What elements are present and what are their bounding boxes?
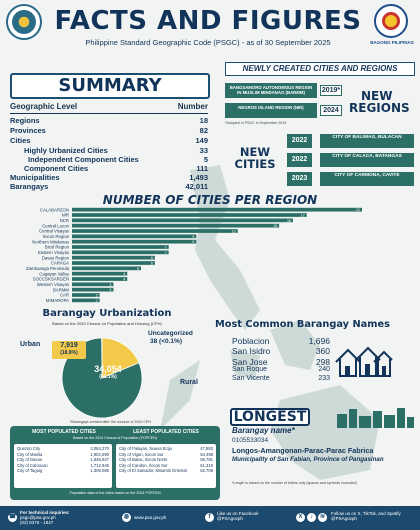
bar-value: 4: [123, 277, 126, 282]
bar-value: 3: [109, 288, 112, 293]
bar: [72, 282, 113, 286]
table-row: City of Caloocan 1,712,945: [17, 462, 109, 468]
footer-social-handle[interactable]: @PSAgovph: [331, 516, 357, 521]
spotify-icon: ≋: [319, 514, 326, 520]
bar: [72, 266, 141, 270]
longest-subtitle: Barangay name*: [232, 426, 295, 435]
new-regions-label: NEW REGIONS: [349, 89, 410, 115]
common-name-row: San Isidro 360: [232, 346, 330, 356]
footer-facebook-handle[interactable]: @PSAgovph: [217, 516, 243, 521]
x-icon: X: [296, 513, 305, 522]
urban-label: Urban: [20, 341, 41, 348]
longest-name: Longos-Amangonan-Parac-Parac Fabrica: [232, 446, 374, 455]
region-item-barmm: BANGSAMORO AUTONOMOUS REGION IN MUSLIM MINDANAO (BARMM): [225, 83, 317, 98]
summary-row-barangays: Barangays 42,011: [10, 182, 208, 191]
region-year-nir: 2024: [320, 105, 342, 116]
bar-label: Ilocos Region: [42, 233, 69, 239]
bar-label: Eastern Visayas: [38, 249, 69, 255]
bar: [72, 250, 169, 254]
common-name-row: Poblacion 1,696: [232, 336, 330, 346]
summary-row-cities: Cities 149: [10, 136, 208, 145]
bar-label: Zamboanga Peninsula: [26, 265, 69, 271]
bar-value: 15: [273, 224, 278, 229]
table-row: City of Candon, Ilocos Sur 61,315: [119, 462, 213, 468]
bar-label: Central Luzon: [42, 223, 69, 229]
bar-label: Cagayan Valley: [39, 271, 69, 277]
summary-row-regions: Regions 18: [10, 116, 208, 125]
urbanization-title: Barangay Urbanization: [42, 308, 172, 319]
bar: [72, 240, 196, 244]
cities-per-region-chart: [10, 207, 410, 303]
bar-label: Central Visayas: [38, 228, 69, 234]
page-subtitle: Philippine Standard Geographic Code (PSGC) - as of 30 September 2025: [85, 38, 331, 47]
population-footnote: Population data of the cities based on the 2024 POPCEN: [69, 491, 161, 495]
bar-value: 2: [95, 293, 98, 298]
footer-inquiry-label: For technical inquiries:: [20, 510, 70, 515]
uncategorized-label: Uncategorized: [148, 330, 193, 337]
bar-label: SOCCSKSARGEN: [32, 276, 69, 282]
bagong-pilipinas-logo: [374, 4, 408, 38]
bar: [72, 224, 279, 228]
city-name-calaca: CITY OF CALACA, BATANGAS: [320, 153, 414, 167]
summary-header: [10, 102, 208, 114]
bar: [72, 213, 307, 217]
longest-municipality: Municipality of San Fabian, Province of Pangasinan: [232, 456, 384, 463]
bar-label: CAR: [59, 292, 69, 298]
bar-value: 4: [123, 272, 126, 277]
bar-value: 5: [137, 266, 140, 271]
most-populated-title: MOST POPULATED CITIES: [32, 429, 96, 435]
bar-label: Davao Region: [41, 255, 69, 261]
bagong-pilipinas-text: BAGONG PILIPINAS: [370, 40, 414, 45]
bar-value: 9: [192, 234, 195, 239]
bar-value: 3: [109, 282, 112, 287]
rural-label: Rural: [180, 379, 198, 386]
bar-label: NCR: [59, 217, 69, 223]
city-year-calaca: 2022: [287, 153, 312, 167]
bar: [72, 288, 113, 292]
bar-label: CARAGA: [50, 260, 69, 266]
most-populated-table: [14, 444, 112, 488]
uncategorized-value: 38 (<0.1%): [150, 338, 182, 345]
least-populated-title: LEAST POPULATED CITIES: [133, 429, 199, 435]
bar-label: MIMAROPA: [45, 297, 69, 303]
common-name-row: San Roque 240: [232, 366, 330, 373]
city-year-baliwag: 2022: [287, 134, 312, 148]
phone-icon: ☎: [8, 514, 17, 520]
footer-phone: (02) 8376 - 1847: [20, 520, 54, 525]
footer-website[interactable]: www.psa.gov.ph: [134, 515, 167, 520]
table-row: Quezon City 3,084,270: [17, 446, 109, 451]
page-title: FACTS AND FIGURES: [54, 6, 362, 36]
urbanization-subtitle: Based on the 2020 Census on Population and Housing (CPH): [52, 321, 162, 326]
summary-row-municipalities: Municipalities 1,493: [10, 173, 208, 182]
bar-label: Northern Mindanao: [32, 239, 69, 245]
bar: [72, 277, 127, 281]
bar: [72, 256, 155, 260]
summary-row-cc: Component Cities 111: [24, 164, 208, 173]
bar-label: Bicol Region: [44, 244, 69, 250]
summary-title: SUMMARY: [10, 73, 210, 99]
bar: [72, 229, 238, 233]
bar-label: Western Visayas: [36, 281, 69, 287]
city-name-carmona: CITY OF CARMONA, CAVITE: [320, 172, 414, 186]
footer-facebook-label: Like us on Facebook: [217, 511, 259, 516]
psa-logo: [6, 4, 42, 40]
population-panel: [10, 426, 220, 500]
chart-title: NUMBER OF CITIES PER REGION: [102, 193, 318, 207]
common-names-title: Most Common Barangay Names: [215, 319, 390, 330]
common-name-row: San Vicente 233: [232, 375, 330, 382]
least-populated-table: [116, 444, 216, 488]
bar-value: 12: [231, 229, 236, 234]
footer-email[interactable]: psgc@psa.gov.ph: [20, 515, 56, 520]
bar-label: BARMM: [53, 287, 69, 293]
bar-label: NIR: [61, 212, 69, 218]
longest-code: 0105533034: [232, 437, 269, 444]
bar-value: 21: [356, 208, 360, 213]
bar: [72, 218, 293, 222]
city-skyline-icon: [335, 406, 415, 428]
region-year-barmm: 2019*: [321, 87, 341, 94]
bar: [72, 208, 362, 212]
bar-label: CALABARZON: [39, 207, 69, 213]
table-row: City of Taguig 1,308,085: [17, 468, 109, 474]
longest-note: *Length is based on the number of letters only (spaces and symbols excluded): [232, 481, 357, 485]
bar-value: 6: [150, 256, 153, 261]
summary-row-provinces: Provinces 82: [10, 126, 208, 135]
bar-value: 6: [150, 261, 153, 266]
new-cities-regions-banner: NEWLY CREATED CITIES AND REGIONS: [225, 62, 415, 76]
tiktok-icon: ♪: [307, 513, 316, 522]
table-row: City of Batac, Ilocos Norte 58,781: [119, 457, 213, 463]
city-name-baliwag: CITY OF BALIWAG, BULACAN: [320, 134, 414, 148]
table-row: City of El Salvador, Misamis Oriental 62,709: [119, 468, 213, 474]
houses-icon: [334, 342, 394, 378]
bar-value: 16: [286, 218, 291, 223]
summary-col-number: Number: [177, 102, 208, 111]
facebook-icon: f: [205, 513, 214, 522]
rural-value: 34,054 (81.1%): [94, 364, 122, 380]
bar-value: 2: [95, 298, 98, 303]
bar-value: 9: [192, 240, 195, 245]
bar-value: 7: [164, 250, 167, 255]
table-row: City of Palayan, Nueva Ecija 47,883: [119, 446, 213, 451]
table-row: City of Manila 1,902,590: [17, 451, 109, 457]
summary-row-icc: Independent Component Cities 5: [28, 155, 208, 164]
table-row: City of Vigan, Ilocos Sur 54,498: [119, 451, 213, 457]
footer: [0, 506, 420, 530]
summary-col-level: Geographic Level: [10, 102, 78, 111]
region-item-nir: NEGROS ISLAND REGION (NIR): [225, 103, 317, 118]
population-source: Based on the 2024 Census of Population (POPCEN): [73, 436, 157, 440]
bar: [72, 272, 127, 276]
urbanization-footnote: *Barangays created after the conduct of 2020 CPH: [70, 420, 151, 424]
bar: [72, 245, 169, 249]
table-row: City of Davao 1,848,947: [17, 457, 109, 463]
common-name-row: San Jose 298: [232, 357, 330, 367]
new-cities-label: NEW CITIES: [234, 145, 276, 171]
longest-title: LONGEST: [230, 408, 310, 426]
summary-row-huc: Highly Urbanized Cities 33: [24, 146, 208, 155]
globe-icon: ◍: [123, 514, 130, 520]
bar: [72, 234, 196, 238]
bar-value: 17: [300, 213, 305, 218]
footer-social-label: Follow us on X, TikTok, and Spotify: [331, 511, 401, 516]
bar: [72, 261, 155, 265]
city-year-carmona: 2023: [287, 172, 312, 186]
urban-callout: 7,919 (18.8%): [52, 341, 86, 359]
region-note: *Adopted in PSGC in September 2019: [225, 121, 287, 125]
bar-value: 7: [164, 245, 167, 250]
